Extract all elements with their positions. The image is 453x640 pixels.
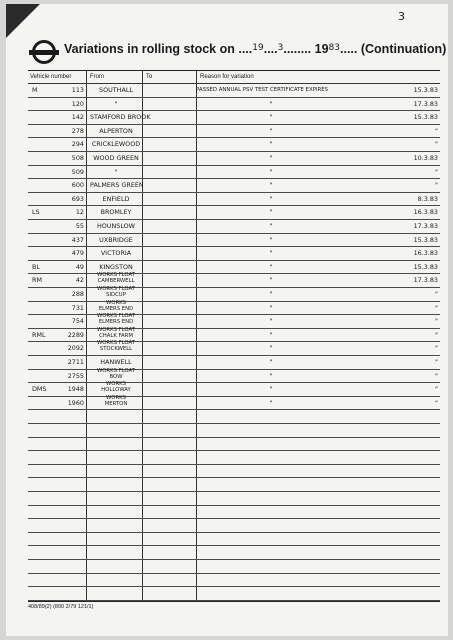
from-garage: HANWELL	[100, 358, 132, 366]
reason-for-variation: "	[269, 398, 273, 407]
reason-for-variation: "	[269, 358, 273, 366]
reason-for-variation: "	[269, 126, 273, 135]
from-garage-line: SIDCUP	[106, 292, 126, 298]
page-corner-shadow	[6, 4, 40, 38]
from-garage-line: HOLLOWAY	[101, 387, 131, 394]
header-reason: Reason for variation	[200, 74, 254, 80]
title-year-prefix: 19	[314, 42, 329, 56]
certificate-expiry-date: "	[435, 344, 438, 353]
from-garage: PALMERS GREEN	[90, 181, 144, 190]
reason-for-variation: "	[269, 113, 273, 122]
table-row	[28, 192, 440, 207]
vehicle-number: 288	[71, 290, 84, 298]
table-row	[28, 341, 440, 356]
vehicle-number: 479	[71, 249, 84, 258]
from-garage	[90, 327, 142, 339]
certificate-expiry-date: "	[435, 290, 438, 298]
vehicle-class: LS	[32, 208, 40, 217]
table-row	[28, 423, 440, 438]
table-row	[28, 518, 440, 533]
vehicle-number: 731	[71, 303, 84, 312]
table-row	[28, 396, 440, 411]
table-row	[28, 477, 440, 492]
certificate-expiry-date: "	[435, 398, 438, 407]
reason-for-variation: "	[269, 181, 273, 190]
table-row	[28, 491, 440, 506]
reason-for-variation: "	[269, 330, 273, 339]
certificate-expiry-date: 16.3.83	[413, 249, 438, 258]
reason-for-variation: "	[269, 194, 273, 203]
certificate-expiry-date: "	[435, 358, 438, 366]
from-garage: CRICKLEWOOD	[91, 140, 141, 149]
from-garage-line: WORKS	[106, 394, 126, 401]
certificate-expiry-date: 15.3.83	[413, 262, 438, 271]
from-garage	[90, 395, 142, 407]
title-month: 3	[277, 43, 284, 53]
table-row	[28, 437, 440, 452]
vehicle-number: 2755	[67, 371, 84, 380]
table-row	[28, 97, 440, 112]
form-title: Variations in rolling stock on ....19....3........ 1983..... (Continuation)	[64, 42, 447, 56]
reason-for-variation: "	[269, 262, 273, 271]
header-to: To	[146, 74, 153, 80]
reason-for-variation: "	[269, 208, 273, 217]
vehicle-number: 600	[71, 181, 84, 190]
title-prefix: Variations in rolling stock on	[64, 42, 235, 56]
table-row	[28, 165, 440, 180]
vehicle-number: 55	[75, 222, 84, 230]
reason-for-variation: "	[269, 249, 273, 258]
table-row	[28, 83, 440, 98]
title-suffix: (Continuation)	[360, 42, 447, 56]
from-garage-line: ELMERS END	[98, 319, 134, 326]
certificate-expiry-date: "	[435, 317, 438, 326]
vehicle-number: 693	[71, 194, 84, 203]
vehicle-number: 49	[75, 262, 84, 271]
table-row	[28, 246, 440, 261]
from-garage-line: CAMBERWELL	[97, 278, 135, 285]
reason-for-variation: "	[269, 385, 273, 394]
vehicle-number: 113	[71, 86, 84, 94]
reason-for-variation: "	[269, 167, 273, 176]
table-row	[28, 545, 440, 560]
vehicle-number: 509	[71, 167, 84, 176]
reason-for-variation: PASSED ANNUAL PSV TEST CERTIFICATE EXPIRES	[196, 87, 329, 93]
title-year: 83	[328, 43, 340, 53]
from-garage: KINGSTON	[99, 262, 133, 271]
certificate-expiry-date: 17.3.83	[413, 99, 438, 108]
vehicle-number: 754	[71, 317, 84, 326]
certificate-expiry-date: "	[435, 330, 438, 339]
certificate-expiry-date: 15.3.83	[413, 86, 438, 94]
reason-for-variation: "	[269, 276, 273, 285]
reason-for-variation: "	[269, 290, 273, 298]
vehicle-class: DMS	[32, 385, 47, 394]
certificate-expiry-date: "	[435, 385, 438, 394]
reason-for-variation: "	[269, 222, 273, 230]
from-garage-line: WORKS FLOAT	[97, 286, 135, 292]
reason-for-variation: "	[269, 303, 273, 312]
variations-table	[28, 70, 440, 602]
table-row	[28, 137, 440, 152]
table-row	[28, 532, 440, 547]
reason-for-variation: "	[269, 154, 273, 162]
certificate-expiry-date: "	[435, 371, 438, 380]
table-row	[28, 233, 440, 248]
reason-for-variation: "	[269, 140, 273, 149]
from-garage-line: WORKS FLOAT	[97, 367, 135, 374]
vehicle-number: 12	[75, 208, 84, 217]
table-row	[28, 450, 440, 465]
vehicle-number: 2711	[67, 358, 84, 366]
from-garage	[90, 368, 142, 380]
reason-for-variation: "	[269, 344, 273, 353]
from-garage	[90, 300, 142, 312]
table-row	[28, 219, 440, 234]
certificate-expiry-date: 15.3.83	[413, 235, 438, 244]
from-garage	[90, 313, 142, 325]
table-row	[28, 110, 440, 125]
from-garage: ALPERTON	[99, 126, 133, 135]
vehicle-class: BL	[32, 262, 40, 271]
vehicle-number: 120	[71, 99, 84, 108]
vehicle-class: RML	[32, 330, 46, 339]
from-garage: "	[114, 167, 118, 176]
reason-for-variation: "	[269, 371, 273, 380]
from-garage-line: WORKS FLOAT	[97, 326, 135, 333]
vehicle-number: 142	[71, 113, 84, 122]
from-garage: VICTORIA	[100, 249, 132, 258]
table-row	[28, 464, 440, 479]
reason-for-variation: "	[269, 235, 273, 244]
header-from: From	[90, 74, 104, 80]
reason-for-variation: "	[269, 99, 273, 108]
certificate-expiry-date: "	[435, 140, 438, 149]
page-number: 3	[398, 10, 405, 23]
from-garage	[90, 381, 142, 393]
table-row	[28, 573, 440, 588]
vehicle-number: 1948	[67, 385, 84, 394]
from-garage: ENFIELD	[102, 194, 130, 203]
from-garage: STAMFORD BROOK	[90, 113, 151, 122]
certificate-expiry-date: 15.3.83	[413, 113, 438, 122]
london-transport-roundel-logo	[32, 40, 56, 64]
table-row	[28, 151, 440, 166]
from-garage-line: WORKS FLOAT	[97, 313, 135, 320]
from-garage	[90, 272, 142, 284]
certificate-expiry-date: 10.3.83	[413, 154, 438, 162]
from-garage: HOUNSLOW	[96, 222, 136, 230]
form-reference: 408/89(2) (800 2/79 121/1)	[28, 604, 94, 610]
from-garage-line: WORKS FLOAT	[97, 272, 135, 279]
vehicle-number: 294	[71, 140, 84, 149]
vehicle-number: 2092	[67, 344, 84, 353]
vehicle-number: 42	[75, 276, 84, 285]
table-row	[28, 178, 440, 193]
from-garage-line: BOW	[109, 373, 123, 380]
certificate-expiry-date: "	[435, 126, 438, 135]
certificate-expiry-date: "	[435, 303, 438, 312]
vehicle-number: 2289	[67, 330, 84, 339]
certificate-expiry-date: 17.3.83	[413, 276, 438, 285]
vehicle-class: RM	[32, 276, 42, 285]
vehicle-number: 1960	[67, 398, 84, 407]
document-sheet	[6, 4, 448, 636]
from-garage-line: MERTON	[104, 400, 128, 407]
from-garage: UXBRIDGE	[99, 235, 133, 244]
table-row	[28, 205, 440, 220]
from-garage-line: WORKS	[106, 381, 126, 388]
reason-for-variation: "	[269, 317, 273, 326]
from-garage: "	[114, 99, 118, 108]
table-row	[28, 559, 440, 574]
from-garage	[90, 340, 142, 352]
from-garage-line: WORKS FLOAT	[97, 340, 135, 347]
table-row	[28, 505, 440, 520]
from-garage-line: STOCKWELL	[99, 346, 133, 353]
vehicle-number: 278	[71, 126, 84, 135]
certificate-expiry-date: 16.3.83	[413, 208, 438, 217]
certificate-expiry-date: "	[435, 181, 438, 190]
vehicle-number: 437	[71, 235, 84, 244]
from-garage-line: ELMERS END	[98, 305, 134, 312]
from-garage: BROMLEY	[100, 208, 132, 217]
vehicle-number: 508	[71, 154, 84, 162]
vehicle-class: M	[32, 86, 38, 94]
from-garage	[90, 286, 142, 298]
from-garage: SOUTHALL	[99, 86, 133, 94]
from-garage: WOOD GREEN	[93, 154, 139, 162]
from-garage-line: CHALK FARM	[99, 332, 133, 339]
certificate-expiry-date: 17.3.83	[413, 222, 438, 230]
header-vehicle-number: Vehicle number	[30, 74, 72, 80]
table-row	[28, 124, 440, 139]
certificate-expiry-date: 8.3.83	[417, 194, 438, 203]
from-garage-line: WORKS	[106, 299, 126, 306]
table-row	[28, 586, 440, 601]
table-row	[28, 409, 440, 424]
certificate-expiry-date: "	[435, 167, 438, 176]
title-day: 19	[252, 43, 264, 53]
